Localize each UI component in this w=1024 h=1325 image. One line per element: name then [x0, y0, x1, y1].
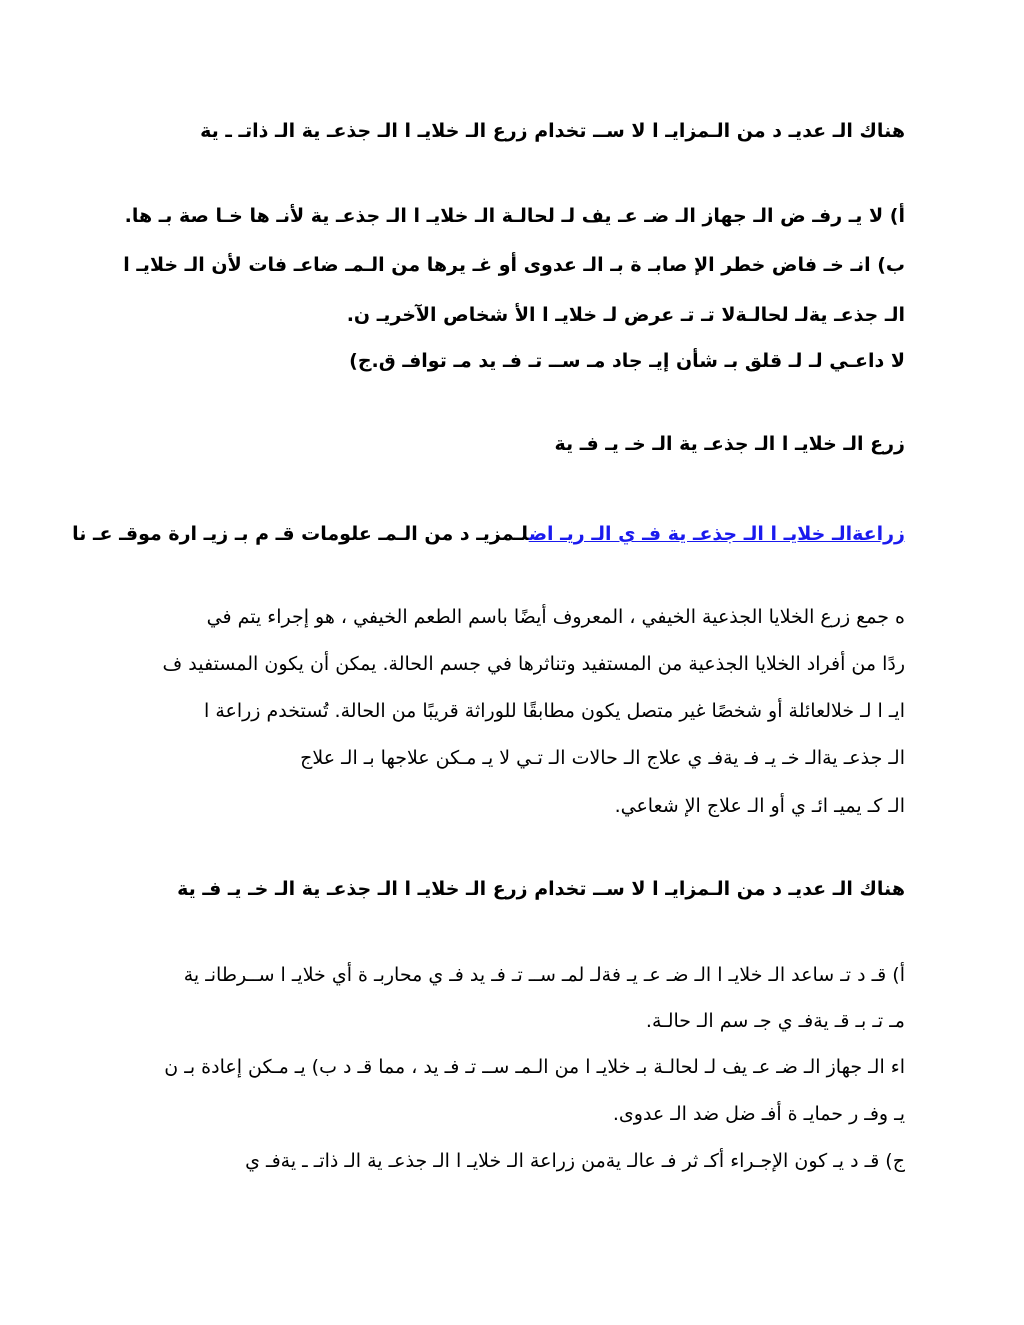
allogeneic-advantage-b-line-2: يـ وفـ ر حمايـ ة أفـ ضل ضد الـ عدوى. — [612, 1103, 905, 1125]
paragraph-line-3: ايـ ا لـ خلالعائلة أو شخصًا غير متصل يكون مطابقًا للوراثة قريبًا من الحالة. تُستخدم زراعة ا — [204, 700, 905, 722]
paragraph-line-5: الـ كـ يميـ ائـ ي أو الـ علاج الإ شعاعي. — [614, 795, 905, 817]
allogeneic-transplant-heading: زرع الـ خلايـ ا الـ جذعـ ية الـ خـ يـ فـ ية — [554, 433, 905, 455]
allogeneic-advantage-c-line: ج) قـ د يـ كون الإجـراء أكـ ثر فـ عالـ يةمن زراعة الـ خلايـ ا الـ جذعـ ية الـ ذاتـ ـ يةفـ ي — [245, 1150, 905, 1172]
advantage-b-line-2: الـ جذعـ يةلـ لحالـةلا تـ تـ عرض لـ خلايـ ا الأ شخاص الآخريـ ن. — [346, 304, 905, 326]
paragraph-line-1: ه جمع زرع الخلايا الجذعية الخيفي ، المعروف أيضًا باسم الطعم الخيفي ، هو إجراء يتم في — [206, 606, 905, 628]
allogeneic-advantage-a-line-2: مـ تـ بـ قـ يةفـ ي جـ سم الـ حالـة. — [645, 1010, 905, 1032]
paragraph-line-2: ردًا من أفراد الخلايا الجذعية من المستفيد وتناثرها في جسم الحالة. يمكن أن يكون المستفيد ف — [162, 653, 905, 675]
advantages-autologous-heading: هناك الـ عديـ د من الـمزايـ ا لا ســ تخدام زرع الـ خلايـ ا الـ جذعـ ية الـ ذاتـ ـ ية — [200, 120, 905, 142]
advantage-c-line: لا داعـي لـ لـ قلق بـ شأن إيـ جاد مـ ســ تـ فـ يد مـ توافـ ق.ج) — [349, 350, 905, 372]
paragraph-line-4: الـ جذعـ يةالـ خـ يـ فـ يةفـ ي علاج الـ حالات الـ تـي لا يـ مـكن علاجها بـ الـ علاج — [300, 747, 905, 769]
info-link-line — [72, 523, 905, 545]
advantages-allogeneic-heading: هناك الـ عديـ د من الـمزايـ ا لا ســ تخدام زرع الـ خلايـ ا الـ جذعـ ية الـ خـ يـ فـ ية — [177, 878, 905, 900]
advantage-a-line: أ) لا يـ رفـ ض الـ جهاز الـ ضـ عـ يف لـ لحالـة الـ خلايـ ا الـ جذعـ ية لأنـ ها خـا صة بـ ها. — [124, 205, 905, 227]
visit-site-text: لـمزيـ د من الـمـ علومات قـ م بـ زيـ ارة موقـ عـ نا — [72, 523, 529, 545]
riyadh-stem-cell-link[interactable]: زراعةالـ خلايـ ا الـ جذعـ ية فـ ي الـ ريـ اض — [528, 523, 905, 545]
allogeneic-advantage-b-line-1: اء الـ جهاز الـ ضـ عـ يف لـ لحالـة بـ خلايـ ا من الـمـ ســ تـ فـ يد ، مما قـ د ب) يـ مـكن إعادة بـ ن — [164, 1056, 905, 1078]
advantage-b-line-1: ب) انـ خـ فاض خطر الإ صابـ ة بـ الـ عدوى أو غـ يرها من الـمـ ضاعـ فات لأن الـ خلايـ ا — [123, 254, 905, 276]
allogeneic-advantage-a-line-1: أ) قـ د تـ ساعد الـ خلايـ ا الـ ضـ عـ يـ فةلـ لمـ ســ تـ فـ يد فـ ي محاربـ ة أي خلايـ ا ســرطانـ ية — [183, 964, 905, 986]
